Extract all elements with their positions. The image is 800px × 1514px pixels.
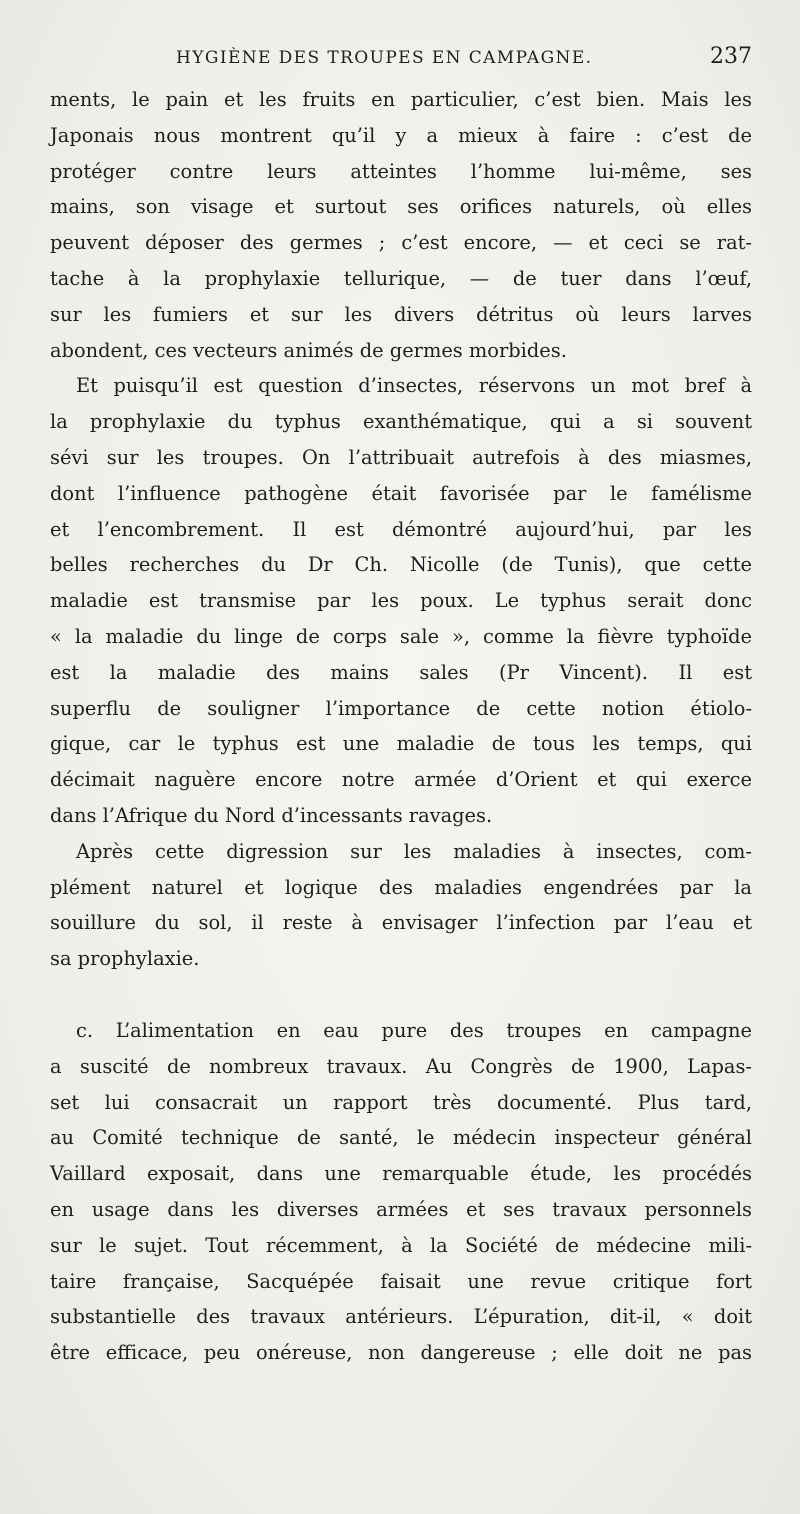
text-line: belles recherches du Dr Ch. Nicolle (de Tunis), que cette [50, 553, 752, 577]
running-title: HYGIÈNE DES TROUPES EN CAMPAGNE. [176, 48, 593, 68]
text-line: Et puisqu’il est question d’insectes, réservons un mot bref à [76, 374, 752, 398]
body-text [50, 82, 752, 1371]
text-line: mains, son visage et surtout ses orifices naturels, où elles [50, 195, 752, 219]
text-line: dans l’Afrique du Nord d’incessants ravages. [50, 803, 493, 827]
paragraph-water-infection [50, 834, 752, 977]
text-line: au Comité technique de santé, le médecin inspecteur général [50, 1126, 752, 1150]
text-line: c. L’alimentation en eau pure des troupes en campagne [76, 1018, 752, 1042]
text-line: Après cette digression sur les maladies à insectes, com- [76, 839, 752, 863]
text-line: souillure du sol, il reste à envisager l’infection par l’eau et [50, 911, 752, 935]
page-number: 237 [710, 44, 752, 69]
text-line: maladie est transmise par les poux. Le typhus serait donc [50, 589, 752, 613]
section-spacer [50, 977, 752, 1013]
text-line: abondent, ces vecteurs animés de germes morbides. [50, 338, 567, 362]
paragraph-insect-vectors [50, 82, 752, 368]
paragraph-water-supply [50, 1013, 752, 1371]
text-line: Japonais nous montrent qu’il y a mieux à faire : c’est de [50, 123, 752, 147]
text-line: peuvent déposer des germes ; c’est encore, — et ceci se rat- [50, 231, 752, 255]
text-line: sévi sur les troupes. On l’attribuait autrefois à des miasmes, [50, 445, 752, 469]
text-line: être efficace, peu onéreuse, non dangereuse ; elle doit ne pas [50, 1341, 752, 1365]
text-line: protéger contre leurs atteintes l’homme lui-même, ses [50, 159, 752, 183]
text-line: décimait naguère encore notre armée d’Orient et qui exerce [50, 768, 752, 792]
text-line: est la maladie des mains sales (Pr Vincent). Il est [50, 660, 752, 684]
text-line: et l’encombrement. Il est démontré aujourd’hui, par les [50, 517, 752, 541]
text-line: plément naturel et logique des maladies engendrées par la [50, 875, 752, 899]
text-line: « la maladie du linge de corps sale », comme la fièvre typhoïde [50, 624, 752, 648]
text-line: en usage dans les diverses armées et ses travaux personnels [50, 1197, 752, 1221]
paragraph-typhus [50, 368, 752, 833]
text-line: ments, le pain et les fruits en particulier, c’est bien. Mais les [50, 88, 752, 111]
text-line: tache à la prophylaxie tellurique, — de tuer dans l’œuf, [50, 266, 752, 290]
text-line: dont l’influence pathogène était favorisée par le famélisme [50, 481, 752, 505]
text-line: set lui consacrait un rapport très documenté. Plus tard, [50, 1090, 752, 1114]
text-line: substantielle des travaux antérieurs. L’épuration, dit-il, « doit [50, 1305, 752, 1329]
text-line: superflu de souligner l’importance de cette notion étiolo- [50, 696, 752, 720]
text-line: a suscité de nombreux travaux. Au Congrès de 1900, Lapas- [50, 1054, 752, 1078]
text-line: Vaillard exposait, dans une remarquable étude, les procédés [50, 1162, 752, 1186]
text-line: sur les fumiers et sur les divers détritus où leurs larves [50, 302, 752, 326]
text-line: sa prophylaxie. [50, 947, 200, 971]
text-line: taire française, Sacquépée faisait une revue critique fort [50, 1269, 752, 1293]
text-line: sur le sujet. Tout récemment, à la Société de médecine mili- [50, 1233, 752, 1257]
running-head [50, 44, 752, 80]
text-line: la prophylaxie du typhus exanthématique, qui a si souvent [50, 410, 752, 434]
text-line: gique, car le typhus est une maladie de tous les temps, qui [50, 732, 752, 756]
